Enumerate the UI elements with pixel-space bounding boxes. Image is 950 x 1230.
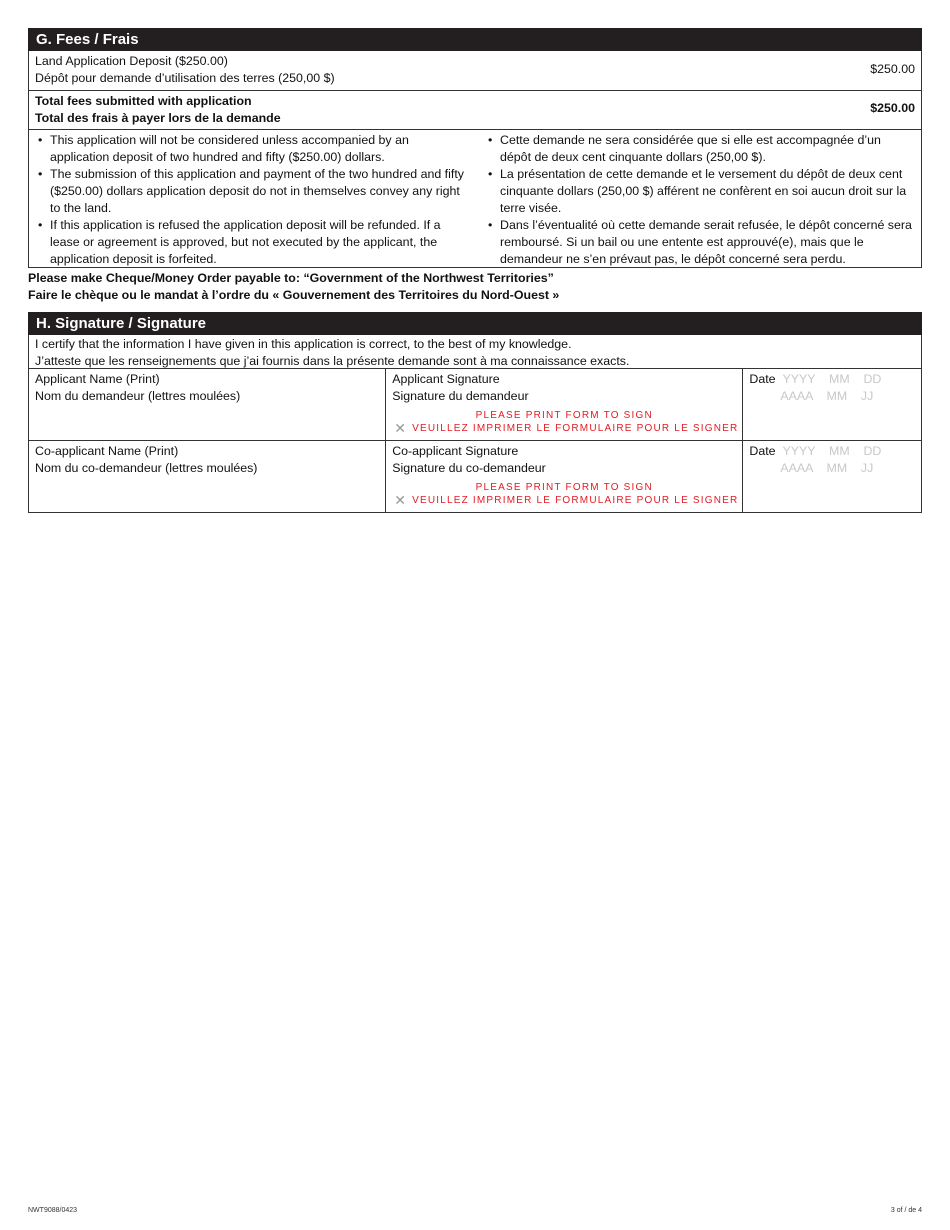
certify-fr: J’atteste que les renseignements que j’ai fournis dans la présente demande sont à ma connaissance exacts. <box>35 354 630 368</box>
note-fr-3: • Dans l’éventualité où cette demande serait refusée, le dépôt concerné sera remboursé. Si un bail ou une entente est approuvé(e), mais que le demandeur ne s’en prévaut pas, le dépôt concerné sera perdu. <box>500 217 913 268</box>
date-placeholder-en: YYYY MM DD <box>782 372 882 386</box>
note-fr-1: • Cette demande ne sera considérée que si elle est accompagnée d’un dépôt de deux cent cinquante dollars (250,00 $). <box>500 132 913 166</box>
x-mark-icon: ✕ <box>394 420 406 436</box>
deposit-amount: $250.00 <box>870 62 915 76</box>
applicant-sig-label-en: Applicant Signature <box>392 372 500 386</box>
applicant-name-label-en: Applicant Name (Print) <box>35 372 160 386</box>
note-en-3: • If this application is refused the application deposit will be refunded. If a lease or agreement is approved, but not executed by the applicant, the application deposit is forfeited. <box>50 217 467 268</box>
signature-section <box>28 312 922 513</box>
coapplicant-name-label-fr: Nom du co-demandeur (lettres moulées) <box>35 461 258 475</box>
fee-notes-fr <box>475 130 921 267</box>
deposit-label-fr: Dépôt pour demande d’utilisation des terres (250,00 $) <box>35 71 335 85</box>
applicant-name-field[interactable] <box>29 369 386 440</box>
fees-section <box>28 28 922 268</box>
coapplicant-name-field[interactable] <box>29 441 386 512</box>
coapplicant-sig-label-fr: Signature du co-demandeur <box>392 461 546 475</box>
certification-text <box>29 335 921 368</box>
fee-notes-en <box>29 130 475 267</box>
note-en-1: • This application will not be considered unless accompanied by an application deposit of two hundred and fifty ($250.00) dollars. <box>50 132 467 166</box>
total-row <box>29 90 921 129</box>
x-mark-icon: ✕ <box>394 492 406 508</box>
fees-heading: G. Fees / Frais <box>28 28 922 51</box>
signature-heading: H. Signature / Signature <box>28 312 922 335</box>
print-to-sign-fr: VEUILLEZ IMPRIMER LE FORMULAIRE POUR LE SIGNER <box>412 495 739 506</box>
date-placeholder-fr: AAAA MM JJ <box>780 461 874 475</box>
total-amount: $250.00 <box>870 101 915 115</box>
total-label-en: Total fees submitted with application <box>35 94 252 108</box>
note-fr-2: • La présentation de cette demande et le versement du dépôt de deux cent cinquante dollars (250,00 $) afférent ne confèrent en soi aucun droit sur la terre visée. <box>500 166 913 217</box>
date-placeholder-en: YYYY MM DD <box>782 444 882 458</box>
applicant-name-label-fr: Nom du demandeur (lettres moulées) <box>35 389 241 403</box>
payable-fr: Faire le chèque ou le mandat à l’ordre du « Gouvernement des Territoires du Nord-Ouest » <box>28 288 560 302</box>
certify-en: I certify that the information I have given in this application is correct, to the best of my knowledge. <box>35 337 572 351</box>
fees-table <box>28 51 922 268</box>
deposit-row <box>29 51 921 90</box>
fee-notes <box>29 129 921 267</box>
print-to-sign-en: PLEASE PRINT FORM TO SIGN <box>475 410 653 421</box>
signature-table <box>28 335 922 513</box>
date-placeholder-fr: AAAA MM JJ <box>780 389 874 403</box>
coapplicant-signature-field[interactable] <box>386 441 743 512</box>
payable-note <box>28 270 559 304</box>
date-label: Date <box>749 444 776 458</box>
applicant-row <box>29 368 921 440</box>
note-en-2: • The submission of this application and payment of the two hundred and fifty ($250.00) dollars application deposit do not in themselves convey any right to the land. <box>50 166 467 217</box>
coapplicant-date-field[interactable] <box>743 441 921 512</box>
deposit-label-en: Land Application Deposit ($250.00) <box>35 54 228 68</box>
applicant-date-field[interactable] <box>743 369 921 440</box>
print-to-sign-en: PLEASE PRINT FORM TO SIGN <box>475 482 653 493</box>
coapplicant-sig-label-en: Co-applicant Signature <box>392 444 519 458</box>
applicant-signature-field[interactable] <box>386 369 743 440</box>
payable-en: Please make Cheque/Money Order payable to: “Government of the Northwest Territories” <box>28 271 554 285</box>
print-to-sign-fr: VEUILLEZ IMPRIMER LE FORMULAIRE POUR LE SIGNER <box>412 423 739 434</box>
page-number: 3 of / de 4 <box>890 1207 922 1214</box>
form-code: NWT9088/0423 <box>28 1207 78 1214</box>
total-label-fr: Total des frais à payer lors de la demande <box>35 111 281 125</box>
coapplicant-name-label-en: Co-applicant Name (Print) <box>35 444 179 458</box>
date-label: Date <box>749 372 776 386</box>
coapplicant-row <box>29 440 921 512</box>
applicant-sig-label-fr: Signature du demandeur <box>392 389 529 403</box>
